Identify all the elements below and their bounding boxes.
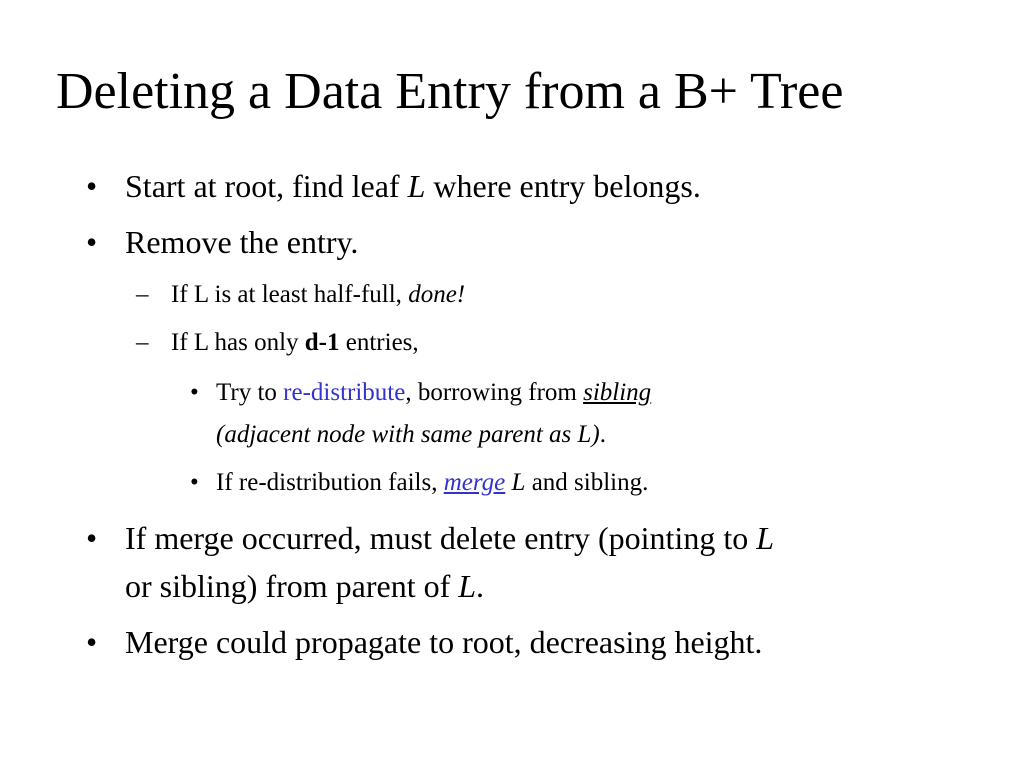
- slide-title: Deleting a Data Entry from a B+ Tree: [56, 63, 844, 120]
- text-run: If re-distribution fails,: [216, 469, 444, 496]
- text-run: where entry belongs.: [425, 168, 701, 204]
- text-run-italic: L: [407, 168, 426, 204]
- text-run-bold: d-1: [304, 329, 340, 356]
- text-run: entries,: [339, 329, 419, 356]
- text-run: or sibling) from parent of: [125, 568, 459, 604]
- text-run-italic: (adjacent node with same parent as L): [216, 421, 600, 448]
- dash-icon: –: [136, 329, 149, 356]
- subsub-item-1-continuation: [216, 419, 606, 451]
- sibling-term: sibling: [583, 379, 652, 406]
- text-run-italic: L: [458, 568, 477, 604]
- text-run: .: [599, 421, 607, 448]
- dash-icon: –: [136, 281, 149, 308]
- bullet-text: [125, 166, 701, 206]
- subsub-text: [216, 467, 648, 499]
- text-run: .: [476, 568, 485, 604]
- text-run: If L is at least half-full,: [171, 281, 409, 308]
- text-run-italic: L: [756, 520, 774, 556]
- merge-link[interactable]: merge: [443, 469, 506, 496]
- bullet-icon: •: [86, 520, 98, 556]
- sub-text: [171, 327, 419, 359]
- text-run-italic: L: [511, 469, 526, 496]
- redistribute-term: re-distribute: [283, 379, 406, 406]
- text-run: , borrowing from: [405, 379, 584, 406]
- text-run: Start at root, find leaf: [125, 168, 408, 204]
- bullet-text: Merge could propagate to root, decreasing height.: [125, 624, 763, 660]
- sub-text: [171, 279, 465, 311]
- bullet-icon: •: [190, 469, 199, 496]
- subsub-text: [216, 377, 651, 409]
- text-run-italic: done!: [408, 281, 466, 308]
- bullet-text: [125, 518, 774, 558]
- bullet-icon: •: [190, 379, 199, 406]
- text-run: If L has only: [171, 329, 305, 356]
- bullet-icon: •: [86, 624, 98, 660]
- bullet-text: Remove the entry.: [125, 224, 359, 260]
- text-run: and sibling.: [525, 469, 649, 496]
- bullet-icon: •: [86, 224, 98, 260]
- bullet-item-3-continuation: [125, 566, 484, 606]
- text-run: Try to: [216, 379, 284, 406]
- bullet-icon: •: [86, 168, 98, 204]
- text-run: If merge occurred, must delete entry (pointing to: [125, 520, 757, 556]
